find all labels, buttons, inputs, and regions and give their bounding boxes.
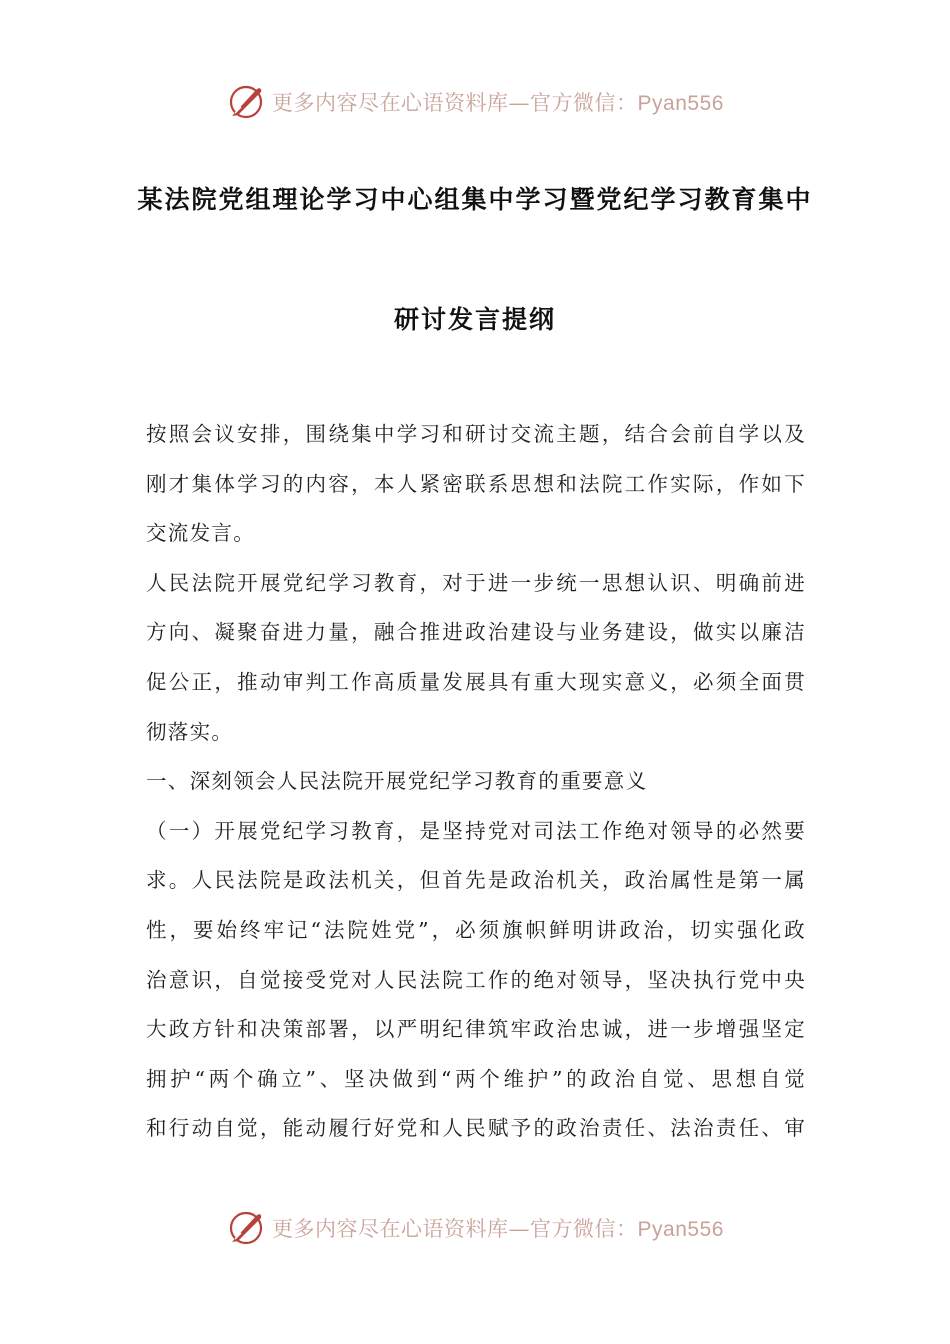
body-line: 交流发言。 — [146, 521, 255, 546]
wechat-id: Pyan556 — [637, 92, 724, 115]
banner-text — [272, 1213, 724, 1243]
banner-slogan: 更多内容尽在心语资料库—官方微信： — [272, 1217, 638, 1241]
banner-slogan: 更多内容尽在心语资料库—官方微信： — [272, 91, 638, 115]
body-line: 和行动自觉，能动履行好党和人民赋予的政治责任、法治责任、审 — [146, 1116, 806, 1141]
body-line: 方向、凝聚奋进力量，融合推进政治建设与业务建设，做实以廉洁 — [146, 620, 806, 645]
wechat-id: Pyan556 — [637, 1218, 724, 1241]
footer-banner — [0, 1206, 950, 1250]
body-line: 刚才集体学习的内容，本人紧密联系思想和法院工作实际，作如下 — [146, 471, 806, 496]
header-banner — [0, 80, 950, 124]
body-line: （一）开展党纪学习教育，是坚持党对司法工作绝对领导的必然要 — [146, 818, 806, 843]
section-heading: 一、深刻领会人民法院开展党纪学习教育的重要意义 — [146, 769, 648, 794]
document-title-line-2: 研讨发言提纲 — [393, 305, 556, 334]
body-line: 求。人民法院是政法机关，但首先是政治机关，政治属性是第一属 — [146, 868, 806, 893]
body-line: 按照会议安排，围绕集中学习和研讨交流主题，结合会前自学以及 — [146, 422, 806, 446]
body-line: 性，要始终牢记“法院姓党”，必须旗帜鲜明讲政治，切实强化政 — [146, 917, 806, 942]
quill-logo-icon — [226, 1208, 266, 1248]
body-line: 促公正，推动审判工作高质量发展具有重大现实意义，必须全面贯 — [146, 669, 806, 694]
body-line: 人民法院开展党纪学习教育，对于进一步统一思想认识、明确前进 — [146, 570, 806, 595]
body-line: 彻落实。 — [146, 719, 234, 744]
quill-logo-icon — [226, 82, 266, 122]
banner-text — [272, 87, 724, 117]
document-title-line-1: 某法院党组理论学习中心组集中学习暨党纪学习教育集中 — [137, 185, 813, 214]
document-body — [146, 410, 806, 1154]
body-line: 拥护“两个确立”、坚决做到“两个维护”的政治自觉、思想自觉 — [146, 1066, 806, 1091]
body-line: 治意识，自觉接受党对人民法院工作的绝对领导，坚决执行党中央 — [146, 967, 806, 992]
body-line: 大政方针和决策部署，以严明纪律筑牢政治忠诚，进一步增强坚定 — [146, 1017, 806, 1042]
